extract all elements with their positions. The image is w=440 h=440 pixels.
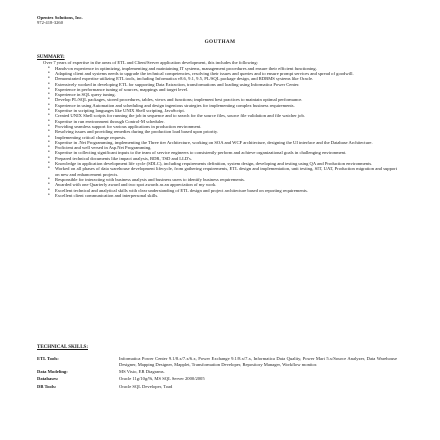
summary-bullet: • Expertise in run environment through Control-M scheduler. [48, 119, 397, 124]
summary-bullet: • Prepared technical documents like impact analysis, BDR, TSD and LLD's. [48, 156, 397, 161]
summary-bullet: • Experience in SQL query tuning. [48, 92, 397, 97]
company-name: Opentex Solutions, Inc. [37, 15, 83, 20]
skills-label: Data Modeling: [37, 369, 68, 374]
skills-value: Informatica Power Center 9.1/8.x/7.x/6.x, Power Exchange 9.1/8.x/7.x, Informatica Data Quality, Power Mart 5.x/Source Analyzer, Data Warehouse Designer, Mapping Designer, Mapplet, Transformation Developer, Repository Manager, Workflow monitor. [119, 356, 397, 367]
summary-bullet: • Expertise in collecting significant inputs to the team of service engineers to consistently perform and achieve organizational goals in challenging environment. [48, 150, 397, 155]
summary-bullet: • Expertise in .Net Programming, implementing the Three tier Architecture, working on SOA and WCF architecture, designing the UI interface and the Database Architecture. [48, 140, 397, 145]
summary-bullet: • Implementing critical change requests. [48, 135, 397, 140]
skills-label: DB Tools: [37, 383, 57, 389]
summary-bullet: • Adapting client and systems needs to upgrade the technical competencies, resolving their issues and queries and to ensure prompt services and spread of goodwill. [48, 71, 397, 76]
skills-row [37, 384, 397, 391]
summary-bullet: • Knowledge in application development life cycle (SDLC), including requirements definition, system design, developing and testing using QA and Production environments. [48, 161, 397, 166]
skills-row [37, 376, 397, 383]
technical-skills-section [37, 345, 397, 391]
summary-bullet: • Excellent client communication and interpersonal skills. [48, 193, 397, 198]
summary-bullet: • Experience in using Automation and scheduling and design ingenious strategies for implementing complex business requirements. [48, 103, 397, 108]
summary-bullet: • Demonstrated expertise utilizing ETL tools, including Informatica v8.6, 9.1, 9.5, PL/SQL package design, and RDBMS systems like Oracle. [48, 76, 397, 81]
skills-title: TECHNICAL SKILLS: [37, 345, 88, 350]
summary-bullet: • Proficient and well versed in Asp.Net Programming. [48, 145, 397, 150]
skills-label: Databases: [37, 376, 59, 382]
summary-bullet: • Worked on all phases of data warehouse development lifecycle, from gathering requirements, ETL design and implementation, unit testing, SIT, UAT, Production migration and support on new and enhancement projects. [48, 166, 397, 177]
summary-bullet: • Develop PL/SQL packages, stored procedures, tables, views and functions; implement best practices to maintain optimal performance. [48, 97, 397, 102]
summary-section [37, 55, 397, 198]
summary-bullet: • Resolving issues and providing remedies during the production load based upon priority. [48, 129, 397, 134]
summary-intro: Over 7 years of expertise in the areas of ETL and Client/Server application development, this includes the following: [43, 60, 258, 66]
summary-bullet: • Awarded with one Quarterly award and two spot awards as an appreciation of my work. [48, 182, 397, 187]
skills-value: Oracle SQL Developer, Toad [119, 383, 173, 389]
skills-value: MS Visio, ER Diagrams. [119, 369, 165, 374]
summary-bullet: • Expertise in scripting languages like UNIX Shell scripting, JavaScript. [48, 108, 397, 113]
company-phone: 972-418-3260 [37, 20, 64, 26]
skills-row [37, 369, 397, 376]
summary-bullet: • Hands-on experience in optimizing, implementing and maintaining IT systems, management procedures and ensure their efficient functioning. [48, 66, 397, 71]
summary-bullet: • Created UNIX Shell scripts for running the job in sequence and to search for the source files, source file validation and file watcher job. [48, 113, 397, 118]
summary-bullet-list [37, 66, 397, 198]
summary-bullet: • Responsible for interacting with business analysts and business users to identify business requirements. [48, 177, 397, 182]
skills-row [37, 356, 397, 369]
company-header [37, 15, 83, 26]
skills-table [37, 356, 397, 390]
summary-bullet: • Extensively worked in developing ETL for supporting Data Extraction, transformations and loading using Informatica Power Center. [48, 82, 397, 87]
skills-label: ETL Tools: [37, 356, 59, 362]
summary-bullet: • Experience in performance tuning of sources, mappings and target level. [48, 87, 397, 92]
skills-value: Oracle 11g/10g/9i, MS SQL Server 2000/2005 [119, 376, 205, 382]
candidate-name: GOUTHAM [204, 39, 236, 45]
summary-bullet: • Excellent technical and analytical skills with clear understanding of ETL design and project architecture based on reporting requirements. [48, 188, 397, 193]
summary-title: SUMMARY: [37, 55, 65, 60]
summary-bullet: • Providing seamless support for various applications in production environment. [48, 124, 397, 129]
